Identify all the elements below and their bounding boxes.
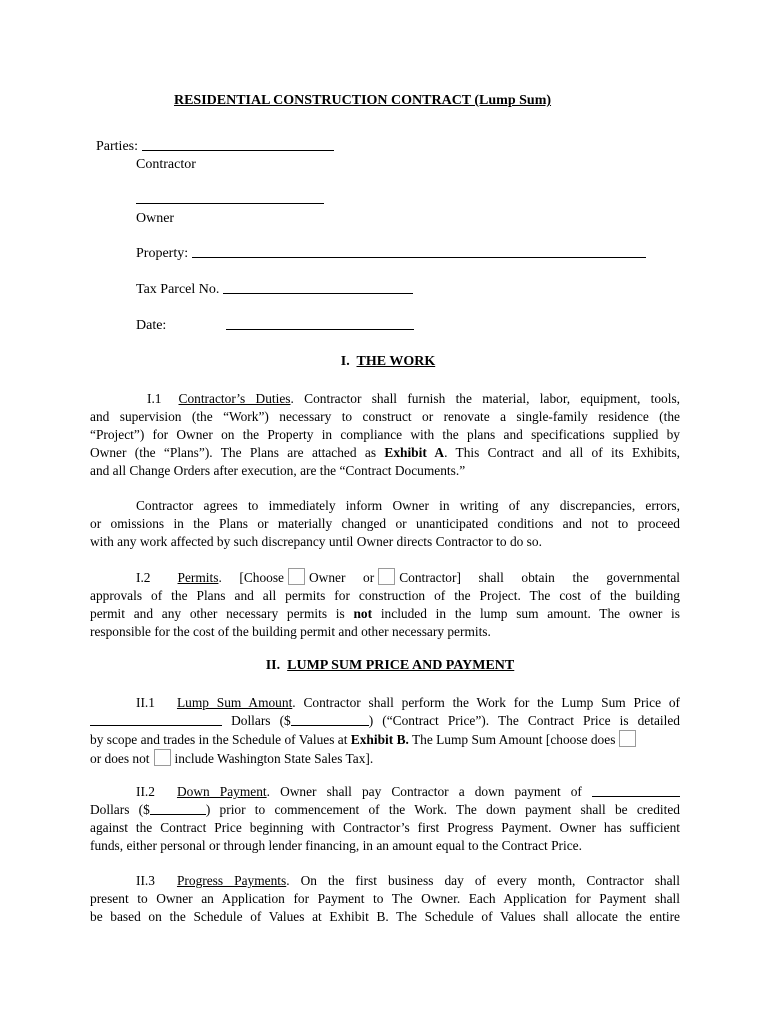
date-line — [136, 317, 414, 335]
parties-line — [96, 138, 334, 156]
down-payment-amount-blank[interactable] — [150, 802, 206, 815]
section-2-title: LUMP SUM PRICE AND PAYMENT — [287, 658, 515, 673]
contract-title: RESIDENTIAL CONSTRUCTION CONTRACT (Lump Sum) — [173, 93, 552, 108]
clause-number: II.3 — [136, 873, 155, 888]
text-line: or does not — [90, 750, 150, 766]
exhibit-b-ref: Exhibit B. — [350, 731, 409, 747]
clause-title: Permits — [177, 570, 219, 585]
parties-blank[interactable] — [142, 138, 334, 151]
clause-title: Lump Sum Amount — [176, 695, 293, 710]
tax-parcel-blank[interactable] — [223, 281, 413, 294]
section-2-number: II. — [265, 658, 281, 673]
text-line: . Contractor shall perform the Work for the Lump Sum Price of — [292, 695, 680, 710]
paragraph-permits — [90, 568, 680, 641]
text-line: ) (“Contract Price”). The Contract Price is detailed — [368, 712, 680, 728]
text-line: Dollars ($ — [222, 712, 291, 728]
text-line: be based on the Schedule of Values at Exhibit B. The Schedule of Values shall allocate the entire — [90, 908, 680, 924]
clause-number: II.1 — [136, 695, 155, 710]
text-line: . This Contract and all of its Exhibits, — [444, 444, 681, 460]
section-2-heading — [10, 658, 770, 674]
paragraph-progress-payments — [90, 872, 680, 926]
text-line: included in the lump sum amount. The owner is — [372, 605, 680, 621]
property-blank[interactable] — [192, 245, 646, 258]
clause-title: Down Payment — [176, 784, 267, 799]
text-line: Owner or — [309, 570, 375, 585]
text-line: responsible for the cost of the building permit and other necessary permits. — [90, 623, 491, 639]
tax-parcel-line — [136, 281, 413, 299]
section-1-heading — [8, 354, 768, 370]
tax-parcel-label: Tax Parcel No. — [136, 282, 223, 297]
section-1-number: I. — [340, 354, 350, 369]
text-line: by scope and trades in the Schedule of Values at — [90, 731, 351, 747]
clause-number: II.2 — [136, 784, 155, 799]
date-blank[interactable] — [226, 317, 414, 330]
section-1-title: THE WORK — [356, 354, 436, 369]
text-line: . [Choose — [218, 570, 285, 585]
text-line: Owner (the “Plans”). The Plans are attached as — [90, 444, 385, 460]
paragraph-discrepancies — [90, 497, 680, 551]
clause-number: I.2 — [136, 570, 151, 585]
text-line: . Owner shall pay Contractor a down payment of — [266, 784, 592, 799]
clause-number: I.1 — [147, 391, 162, 406]
text-line: Contractor agrees to immediately inform Owner in writing of any discrepancies, errors, — [136, 498, 680, 513]
text-line: permit and any other necessary permits is — [90, 605, 354, 621]
owner-checkbox[interactable] — [288, 568, 305, 585]
down-payment-words-blank[interactable] — [592, 784, 680, 797]
text-line: against the Contract Price beginning with Contractor’s first Progress Payment. Owner has sufficient — [90, 819, 680, 835]
text-line: Dollars ($ — [90, 801, 150, 817]
clause-title: Contractor’s Duties — [178, 391, 291, 406]
contractor-checkbox[interactable] — [378, 568, 395, 585]
text-line: include Washington State Sales Tax]. — [174, 750, 374, 766]
owner-blank[interactable] — [136, 191, 324, 204]
exhibit-a-ref: Exhibit A — [384, 444, 445, 460]
text-line: ) prior to commencement of the Work. The down payment shall be credited — [205, 801, 680, 817]
text-line: or omissions in the Plans or materially changed or unanticipated conditions and not to proceed — [90, 515, 680, 531]
text-line: and supervision (the “Work”) necessary to construct or renovate a single-family residence (the — [90, 408, 680, 424]
text-line: and all Change Orders after execution, are the “Contract Documents.” — [90, 462, 466, 478]
text-line: funds, either personal or through lender financing, in an amount equal to the Contract Price. — [90, 837, 582, 853]
lump-sum-words-blank[interactable] — [90, 713, 222, 726]
property-label: Property: — [136, 246, 192, 261]
lump-sum-amount-blank[interactable] — [291, 713, 369, 726]
text-line: The Lump Sum Amount [choose does — [408, 731, 616, 747]
contractor-label: Contractor — [136, 157, 196, 172]
owner-line — [136, 191, 324, 209]
text-line: . On the first business day of every month, Contractor shall — [286, 873, 681, 888]
does-checkbox[interactable] — [619, 730, 636, 747]
date-label: Date: — [136, 318, 167, 333]
parties-label: Parties: — [96, 139, 142, 154]
paragraph-contractors-duties — [90, 390, 680, 480]
text-line: with any work affected by such discrepancy until Owner directs Contractor to do so. — [90, 533, 542, 549]
paragraph-lump-sum-amount — [90, 694, 680, 768]
text-line: approvals of the Plans and all permits for construction of the Project. The cost of the building — [90, 587, 680, 603]
owner-label: Owner — [136, 211, 175, 226]
clause-title: Progress Payments — [176, 873, 287, 888]
text-line: Contractor] shall obtain the governmental — [399, 570, 681, 585]
text-line: present to Owner an Application for Payment to The Owner. Each Application for Payment shall — [90, 890, 680, 906]
paragraph-down-payment — [90, 783, 680, 855]
text-line: . Contractor shall furnish the material, labor, equipment, tools, — [290, 391, 680, 406]
does-not-checkbox[interactable] — [154, 749, 171, 766]
text-line: “Project”) for Owner on the Property in compliance with the plans and specifications supplied by — [90, 426, 680, 442]
emphasis-not: not — [353, 605, 373, 621]
property-line — [136, 245, 646, 263]
